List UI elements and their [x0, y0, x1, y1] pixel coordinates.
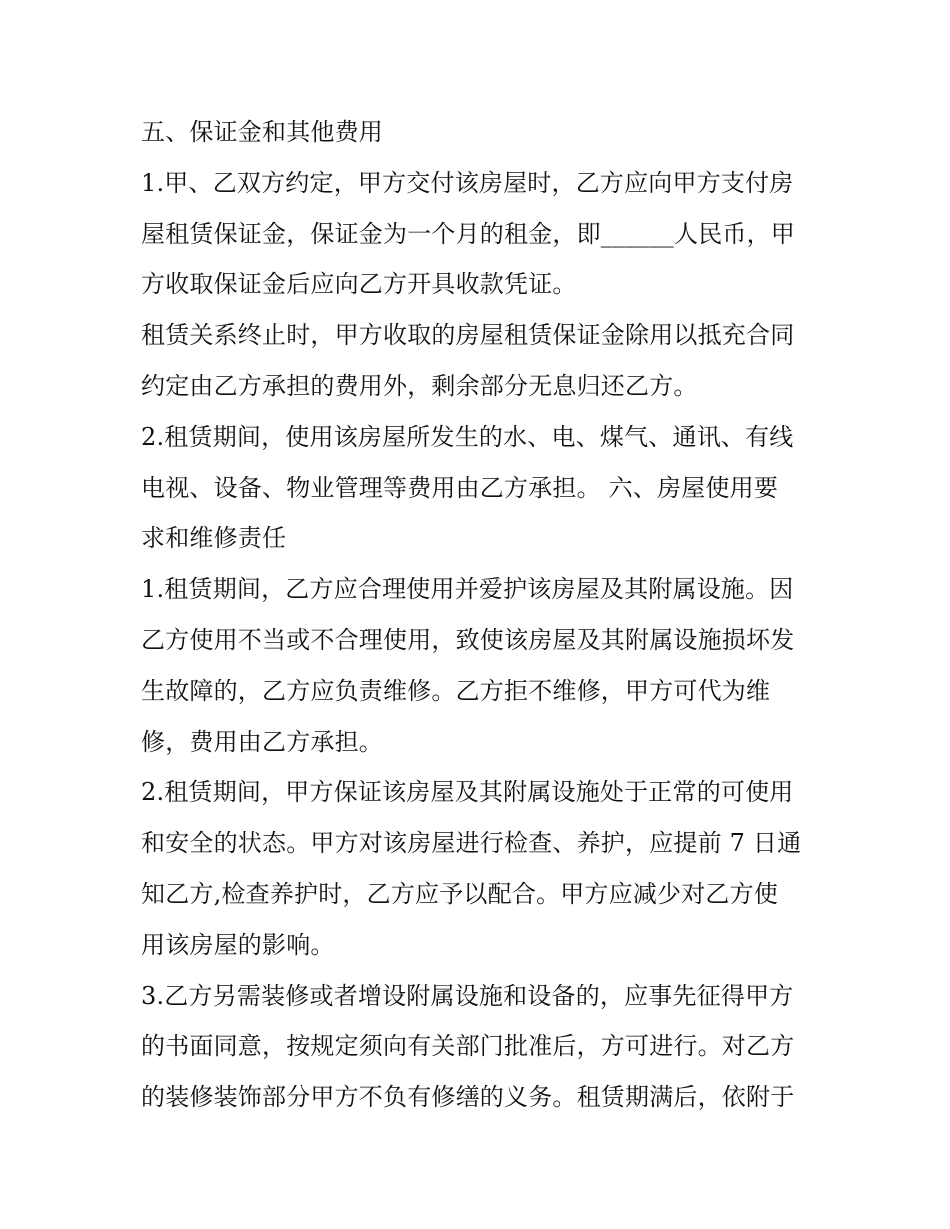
text-line: 2.租赁期间，使用该房屋所发生的水、电、煤气、通讯、有线 — [141, 422, 794, 451]
text-line: 乙方使用不当或不合理使用，致使该房屋及其附属设施损坏发 — [141, 625, 795, 654]
text-line: 3.乙方另需装修或者增设附属设施和设备的，应事先征得甲方 — [141, 981, 794, 1010]
text-line: 和安全的状态。甲方对该房屋进行检查、养护，应提前 7 日通 — [141, 829, 802, 858]
text-line: 约定由乙方承担的费用外，剩余部分无息归还乙方。 — [141, 371, 698, 400]
text-line: 的书面同意，按规定须向有关部门批准后，方可进行。对乙方 — [141, 1032, 795, 1061]
text-line: 1.甲、乙双方约定，甲方交付该房屋时，乙方应向甲方支付房 — [141, 168, 794, 197]
text-line: 求和维修责任 — [141, 524, 287, 553]
text-line: 1.租赁期间，乙方应合理使用并爱护该房屋及其附属设施。因 — [141, 575, 794, 604]
text-line: 修，费用由乙方承担。 — [141, 727, 383, 756]
text-line: 知乙方,检查养护时，乙方应予以配合。甲方应减少对乙方使 — [141, 879, 779, 908]
text-line: 屋租赁保证金，保证金为一个月的租金，即______人民币，甲 — [141, 219, 795, 248]
text-line: 2.租赁期间，甲方保证该房屋及其附属设施处于正常的可使用 — [141, 778, 794, 807]
text-line: 生故障的，乙方应负责维修。乙方拒不维修，甲方可代为维 — [141, 676, 771, 705]
text-line: 的装修装饰部分甲方不负有修缮的义务。租赁期满后，依附于 — [141, 1083, 795, 1112]
document-body — [141, 107, 821, 1123]
section-heading-deposit: 五、保证金和其他费用 — [141, 118, 383, 146]
text-line: 电视、设备、物业管理等费用由乙方承担。 六、房屋使用要 — [141, 473, 779, 502]
text-line: 用该房屋的影响。 — [141, 930, 335, 959]
text-line: 方收取保证金后应向乙方开具收款凭证。 — [141, 270, 577, 299]
text-line: 租赁关系终止时，甲方收取的房屋租赁保证金除用以抵充合同 — [141, 321, 795, 350]
